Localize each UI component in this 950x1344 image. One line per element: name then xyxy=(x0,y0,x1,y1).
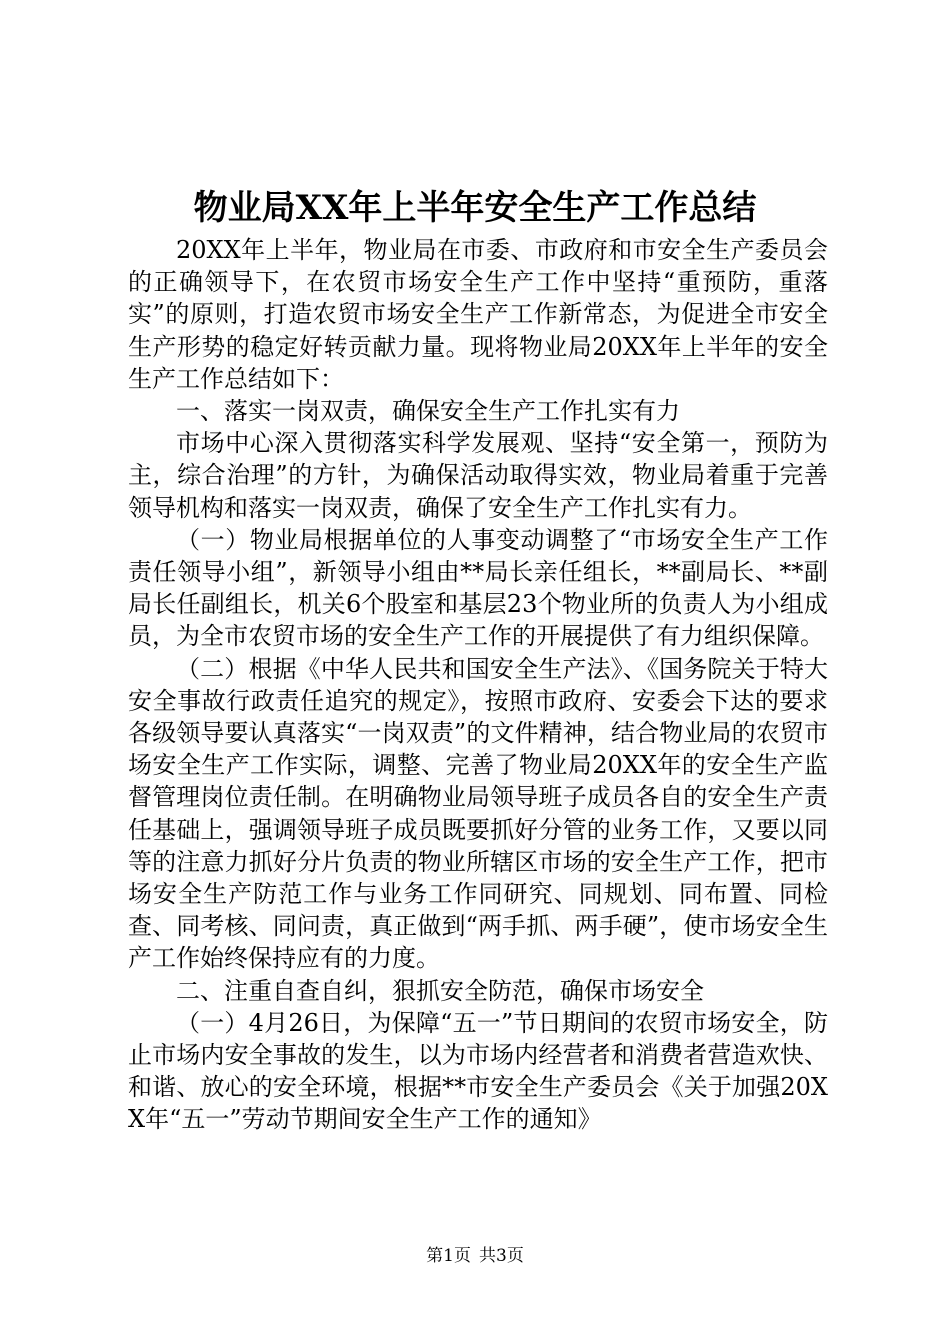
section-heading-1: 一、落实一岗双责，确保安全生产工作扎实有力 xyxy=(176,397,680,426)
page-total: 共3页 xyxy=(479,1246,524,1266)
page-number: 第1页 xyxy=(426,1246,471,1266)
section-1-item-2: （二）根据《中华人民共和国安全生产法》、《国务院关于特大安全事故行政责任追究的规定》，按照市政府、安委会下达的要求各级领导要认真落实“一岗双责”的文件精神，结合物业局的农贸市场安全生产工作实际，调整、完善了物业局20XX年的安全生产监督管理岗位责任制。在明确物业局领导班子成员各自的安全生产责任基础上，强调领导班子成员既要抓好分管的业务工作，又要以同等的注意力抓好分片负责的物业所辖区市场的安全生产工作，把市场安全生产防范工作与业务工作同研究、同规划、同布置、同检查、同考核、同问责，真正做到“两手抓、两手硬”，使市场安全生产工作始终保持应有的力度。 xyxy=(128,654,828,973)
section-1-item-1: （一）物业局根据单位的人事变动调整了“市场安全生产工作责任领导小组”，新领导小组由**局长亲任组长，**副局长、**副局长任副组长，机关6个股室和基层23个物业所的负责人为小组成员，为全市农贸市场的安全生产工作的开展提供了有力组织保障。 xyxy=(128,525,828,651)
section-2-item-1: （一）4月26日，为保障“五一”节日期间的农贸市场安全，防止市场内安全事故的发生，以为市场内经营者和消费者营造欢快、和谐、放心的安全环境，根据**市安全生产委员会《关于加强20XX年“五一”劳动节期间安全生产工作的通知》 xyxy=(128,1008,828,1134)
section-1-paragraph: 市场中心深入贯彻落实科学发展观、坚持“安全第一，预防为主，综合治理”的方针，为确保活动取得实效，物业局着重于完善领导机构和落实一岗双责，确保了安全生产工作扎实有力。 xyxy=(128,429,828,522)
document-body xyxy=(128,234,828,1136)
document-title: 物业局XX年上半年安全生产工作总结 xyxy=(193,188,757,228)
intro-paragraph: 20XX年上半年，物业局在市委、市政府和市安全生产委员会的正确领导下，在农贸市场安全生产工作中坚持“重预防，重落实”的原则，打造农贸市场安全生产工作新常态，为促进全市安全生产形势的稳定好转贡献力量。现将物业局20XX年上半年的安全生产工作总结如下： xyxy=(128,236,828,393)
section-heading-2: 二、注重自查自纠，狠抓安全防范，确保市场安全 xyxy=(176,976,704,1005)
page-footer xyxy=(0,1244,950,1268)
